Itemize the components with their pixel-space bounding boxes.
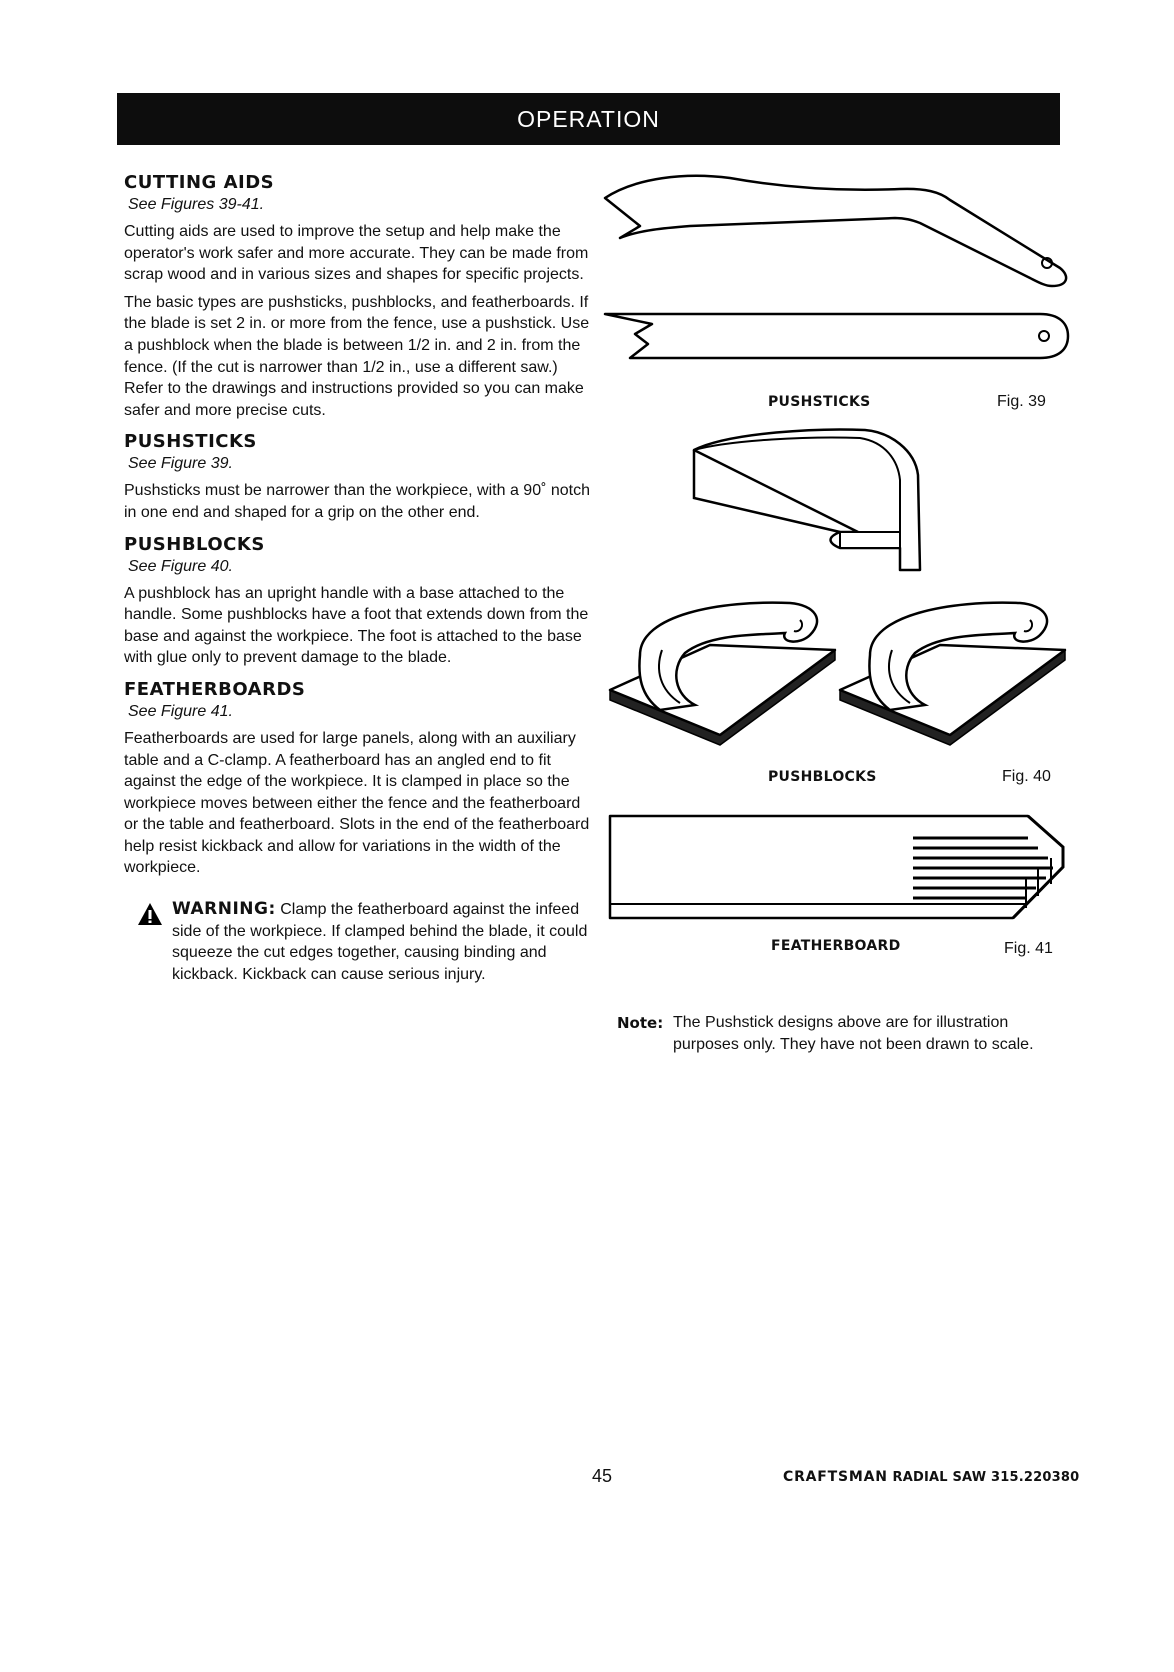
section-pushsticks xyxy=(124,431,594,523)
pushstick-straight-illustration xyxy=(600,310,1070,370)
figure-label: PUSHBLOCKS xyxy=(768,769,877,785)
model-number: RADIAL SAW 315.220380 xyxy=(892,1470,1080,1485)
warning-block xyxy=(124,899,594,985)
featherboard-illustration xyxy=(608,812,1068,922)
section-title: FEATHERBOARDS xyxy=(124,678,306,700)
figure-reference: See Figures 39-41. xyxy=(128,196,265,213)
pushstick-curved-illustration xyxy=(600,168,1070,283)
warning-label: WARNING: xyxy=(172,899,276,920)
pushblock-foot-illustration xyxy=(690,420,930,580)
figure-label: FEATHERBOARD xyxy=(771,938,901,954)
page-title: OPERATION xyxy=(517,106,660,132)
section-title: PUSHSTICKS xyxy=(124,431,257,453)
figure-number: Fig. 39 xyxy=(997,393,1046,410)
brand-name: CRAFTSMAN xyxy=(783,1469,888,1485)
figure-label: PUSHSTICKS xyxy=(768,394,871,410)
warning-text: Clamp the featherboard against the infeed side of the workpiece. If clamped behind the blade, it could squeeze the cut edges together, causing binding and kickback. Kickback can cause serious injury. xyxy=(172,901,588,983)
warning-triangle-icon xyxy=(137,902,163,933)
section-header-bar xyxy=(117,93,1060,145)
section-title: PUSHBLOCKS xyxy=(124,533,265,555)
figure-number: Fig. 40 xyxy=(1002,768,1051,785)
page-number: 45 xyxy=(592,1466,613,1486)
pushblock-left-illustration xyxy=(600,595,840,740)
section-featherboards xyxy=(124,679,594,879)
section-cutting-aids xyxy=(124,172,594,421)
figure-number: Fig. 41 xyxy=(1004,940,1053,957)
note-block xyxy=(617,1012,1067,1056)
text-column xyxy=(124,172,594,985)
paragraph: A pushblock has an upright handle with a base attached to the handle. Some pushblocks have a foot that extends down from the base and against the workpiece. The foot is attached to the base with glue only to prevent damage to the blade. xyxy=(124,584,589,667)
figure-reference: See Figure 39. xyxy=(128,455,233,473)
footer-model xyxy=(783,1469,1079,1485)
figure-reference: See Figure 40. xyxy=(128,557,233,575)
section-title: CUTTING AIDS xyxy=(124,172,275,193)
note-text: The Pushstick designs above are for illustration purposes only. They have not been drawn to scale. xyxy=(673,1014,1034,1053)
paragraph: Pushsticks must be narrower than the workpiece, with a 90˚ notch in one end and shaped for a grip on the other end. xyxy=(124,482,590,521)
paragraph: The basic types are pushsticks, pushblocks, and featherboards. If the blade is set 2 in. or more from the fence, use a pushstick. Use a pushblock when the blade is between 1/2 in. and 2 in. from the fence. (If the cut is narrower than 1/2 in., use a different saw.) Refer to the drawings and instructions provided so you can make safer and more precise cuts. xyxy=(124,293,590,419)
paragraph: Featherboards are used for large panels, along with an auxiliary table and a C-clamp. A featherboard has an angled end to fit against the edge of the workpiece. It is clamped in place so the workpiece moves between either the fence and the featherboard or the table and featherboard. Slots in the end of the featherboard help resist kickback and allow for variations in the width of the workpiece. xyxy=(124,729,590,877)
figure-reference: See Figure 41. xyxy=(128,702,233,720)
note-label: Note: xyxy=(617,1014,664,1032)
section-pushblocks xyxy=(124,534,594,669)
paragraph: Cutting aids are used to improve the setup and help make the operator's work safer and more accurate. They can be made from scrap wood and in various sizes and shapes for specific projects. xyxy=(124,223,589,284)
pushblock-right-illustration xyxy=(830,595,1070,740)
